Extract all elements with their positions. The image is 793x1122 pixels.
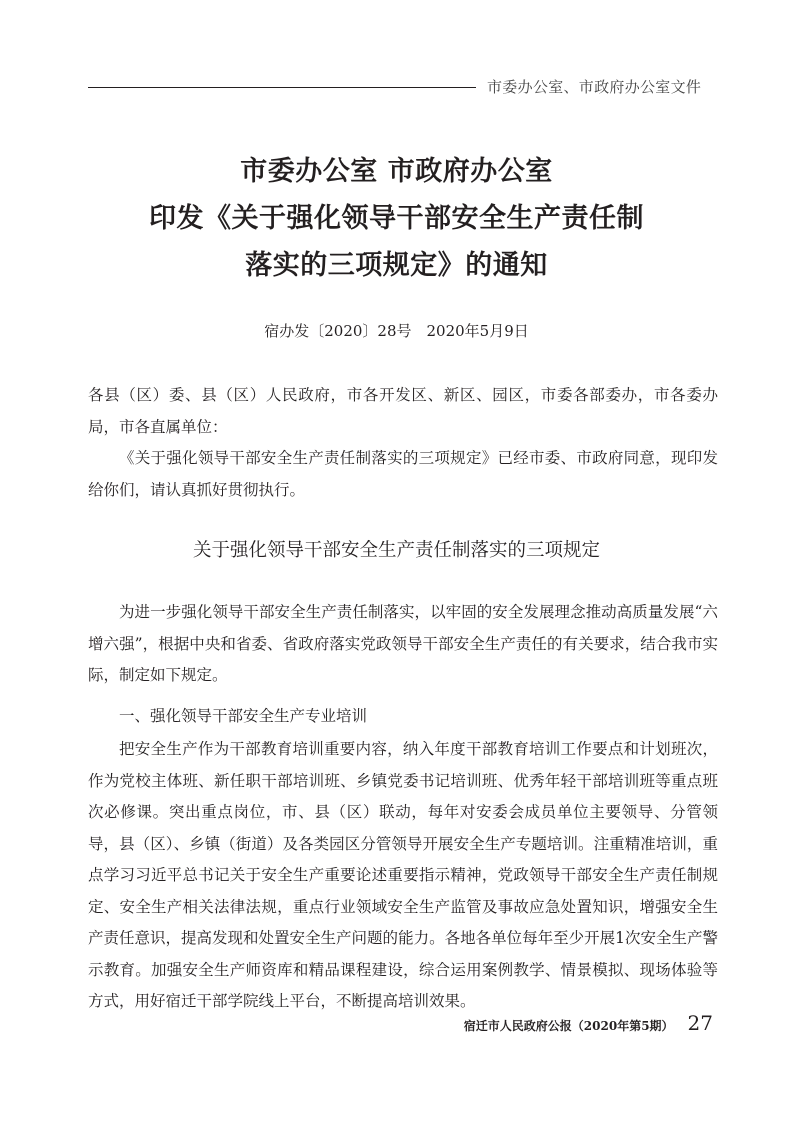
page-footer xyxy=(464,1011,713,1035)
title-line-1: 市委办公室 市政府办公室 xyxy=(240,156,553,187)
notice-body-paragraph: 《关于强化领导干部安全生产责任制落实的三项规定》已经市委、市政府同意，现印发给你们，请认真抓好贯彻执行。 xyxy=(88,449,718,499)
recipients-paragraph: 各县（区）委、县（区）人民政府，市各开发区、新区、园区，市委各部委办，市各委办局，市各直属单位： xyxy=(88,386,718,436)
document-number-date: 宿办发〔2020〕28号 2020年5月9日 xyxy=(264,322,529,340)
document-title xyxy=(0,148,793,289)
section-1-heading: 一、强化领导干部安全生产专业培训 xyxy=(119,707,368,725)
page-number: 27 xyxy=(687,1011,713,1035)
section-1-body: 把安全生产作为干部教育培训重要内容，纳入年度干部教育培训工作要点和计划班次，作为党校主体班、新任职干部培训班、乡镇党委书记培训班、优秀年轻干部培训班等重点班次必修课。突出重点岗位，市、县（区）联动，每年对安委会成员单位主要领导、分管领导，县（区）、乡镇（街道）及各类园区分管领导开展安全生产专题培训。注重精准培训，重点学习习近平总书记关于安全生产重要论述重要指示精神，党政领导干部安全生产责任制规定、安全生产相关法律法规，重点行业领域安全生产监管及事故应急处置知识，增强安全生产责任意识，提高发现和处置安全生产问题的能力。各地各单位每年至少开展1次安全生产警示教育。加强安全生产师资库和精品课程建设，综合运用案例教学、情景模拟、现场体验等方式，用好宿迁干部学院线上平台，不断提高培训效果。 xyxy=(88,740,718,1010)
title-line-3: 落实的三项规定》的通知 xyxy=(245,250,548,281)
header-rule xyxy=(88,87,476,88)
publication-name: 宿迁市人民政府公报（2020年第5期） xyxy=(463,1019,674,1033)
regulation-title: 关于强化领导干部安全生产责任制落实的三项规定 xyxy=(192,540,600,561)
running-header: 市委办公室、市政府办公室文件 xyxy=(487,78,702,96)
regulation-intro-paragraph: 为进一步强化领导干部安全生产责任制落实，以牢固的安全发展理念推动高质量发展“六增六强”，根据中央和省委、省政府落实党政领导干部安全生产责任的有关要求，结合我市实际，制定如下规定。 xyxy=(88,603,718,684)
title-line-2: 印发《关于强化领导干部安全生产责任制 xyxy=(149,203,644,234)
